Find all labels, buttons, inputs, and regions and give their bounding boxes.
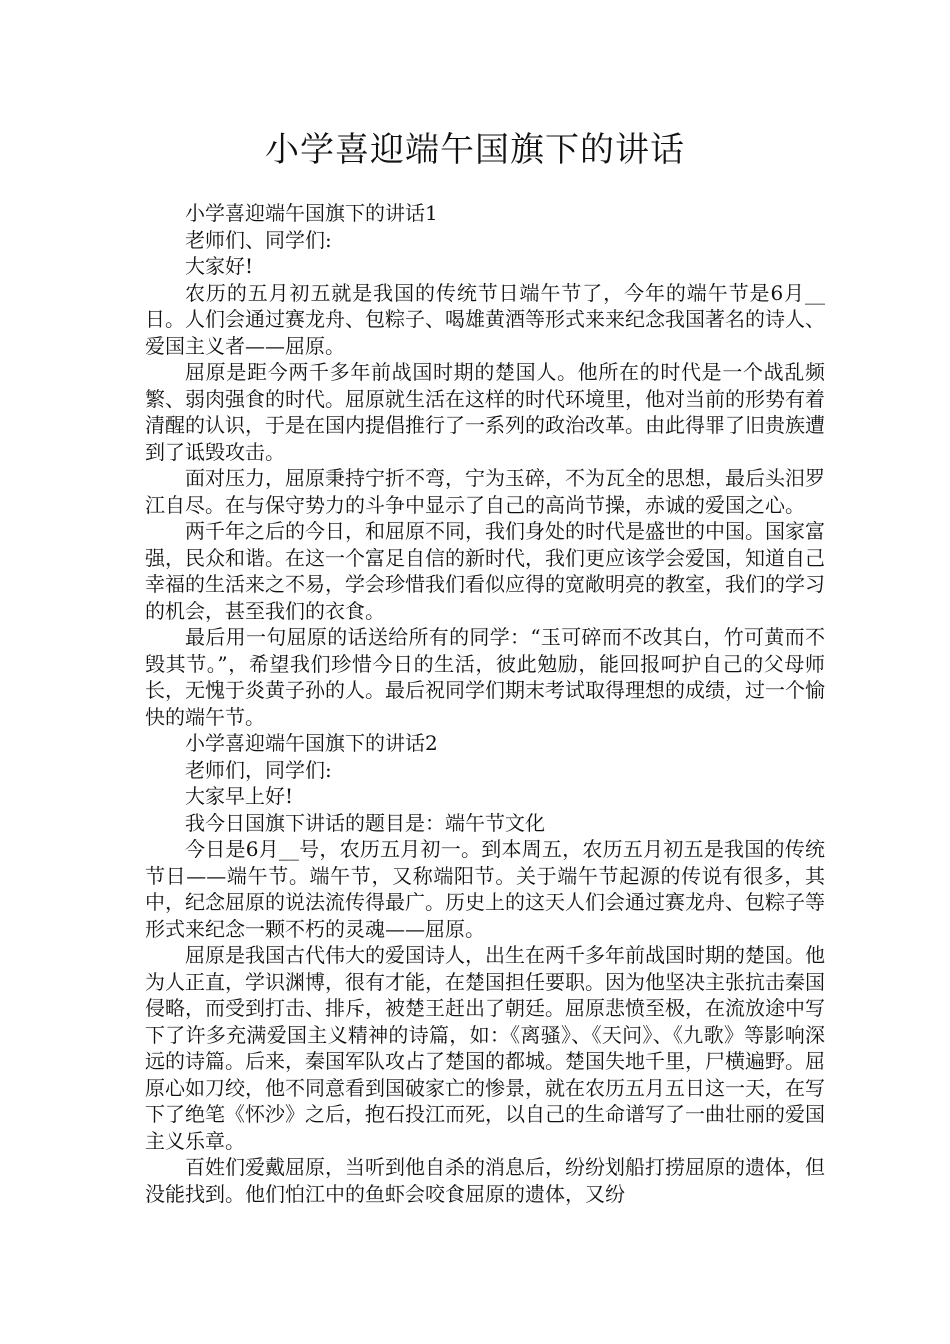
paragraph-hello: 大家早上好! bbox=[185, 784, 294, 808]
paragraph-hello: 大家好! bbox=[185, 254, 254, 278]
paragraph: 屈原是我国古代伟大的爱国诗人，出生在两千多年前战国时期的楚国。他为人正直，学识渊博，很有才能，在楚国担任要职。因为他坚决主张抗击秦国侵略，而受到打击、排斥，被楚王赶出了朝廷。屈原悲愤至极，在流放途中写下了许多充满爱国主义精神的诗篇，如：《离骚》、《天问》、《九歌》等影响深远的诗篇。后来，秦国军队攻占了楚国的都城。楚国失地千里，尸横遍野。屈原心如刀绞，他不同意看到国破家亡的惨景，就在农历五月五日这一天，在写下了绝笔《怀沙》之后，抱石投江而死，以自己的生命谱写了一曲壮丽的爱国主义乐章。 bbox=[145, 943, 825, 1153]
paragraph-greeting: 老师们，同学们: bbox=[185, 757, 332, 782]
paragraph-heading-2: 小学喜迎端午国旗下的讲话2 bbox=[185, 731, 438, 755]
paragraph: 屈原是距今两千多年前战国时期的楚国人。他所在的时代是一个战乱频繁、弱肉强食的时代。屈原就生活在这样的时代环境里，他对当前的形势有着清醒的认识，于是在国内提倡推行了一系列的政治改革。由此得罪了旧贵族遭到了诋毁攻击。 bbox=[145, 360, 825, 464]
paragraph-topic: 我今日国旗下讲话的题目是：端午节文化 bbox=[185, 810, 545, 835]
document-title: 小学喜迎端午国旗下的讲话 bbox=[265, 130, 685, 170]
paragraph: 百姓们爱戴屈原，当听到他自杀的消息后，纷纷划船打捞屈原的遗体，但没能找到。他们怕江中的鱼虾会咬食屈原的遗体，又纷 bbox=[145, 1155, 825, 1206]
paragraph: 农历的五月初五就是我国的传统节日端午节了，今年的端午节是6月__日。人们会通过赛龙舟、包粽子、喝雄黄酒等形式来来纪念我国著名的诗人、爱国主义者——屈原。 bbox=[145, 280, 825, 358]
paragraph: 两千年之后的今日，和屈原不同，我们身处的时代是盛世的中国。国家富强，民众和谐。在这一个富足自信的新时代，我们更应该学会爱国，知道自己幸福的生活来之不易，学会珍惜我们看似应得的宽敞明亮的教室，我们的学习的机会，甚至我们的衣食。 bbox=[145, 519, 825, 623]
paragraph-greeting: 老师们、同学们: bbox=[185, 227, 332, 252]
paragraph-heading-1: 小学喜迎端午国旗下的讲话1 bbox=[185, 201, 438, 225]
document-body bbox=[145, 200, 825, 1207]
paragraph: 最后用一句屈原的话送给所有的同学：“玉可碎而不改其白，竹可黄而不毁其节。”，希望我们珍惜今日的生活，彼此勉励，能回报呵护自己的父母师长，无愧于炎黄子孙的人。最后祝同学们期末考试取得理想的成绩，过一个愉快的端午节。 bbox=[145, 625, 825, 729]
paragraph: 面对压力，屈原秉持宁折不弯，宁为玉碎，不为瓦全的思想，最后头汨罗江自尽。在与保守势力的斗争中显示了自己的高尚节操，赤诚的爱国之心。 bbox=[145, 466, 825, 517]
paragraph: 今日是6月__号，农历五月初一。到本周五，农历五月初五是我国的传统节日——端午节。端午节，又称端阳节。关于端午节起源的传说有很多，其中，纪念屈原的说法流传得最广。历史上的这天人们会通过赛龙舟、包粽子等形式来纪念一颗不朽的灵魂——屈原。 bbox=[145, 837, 825, 941]
